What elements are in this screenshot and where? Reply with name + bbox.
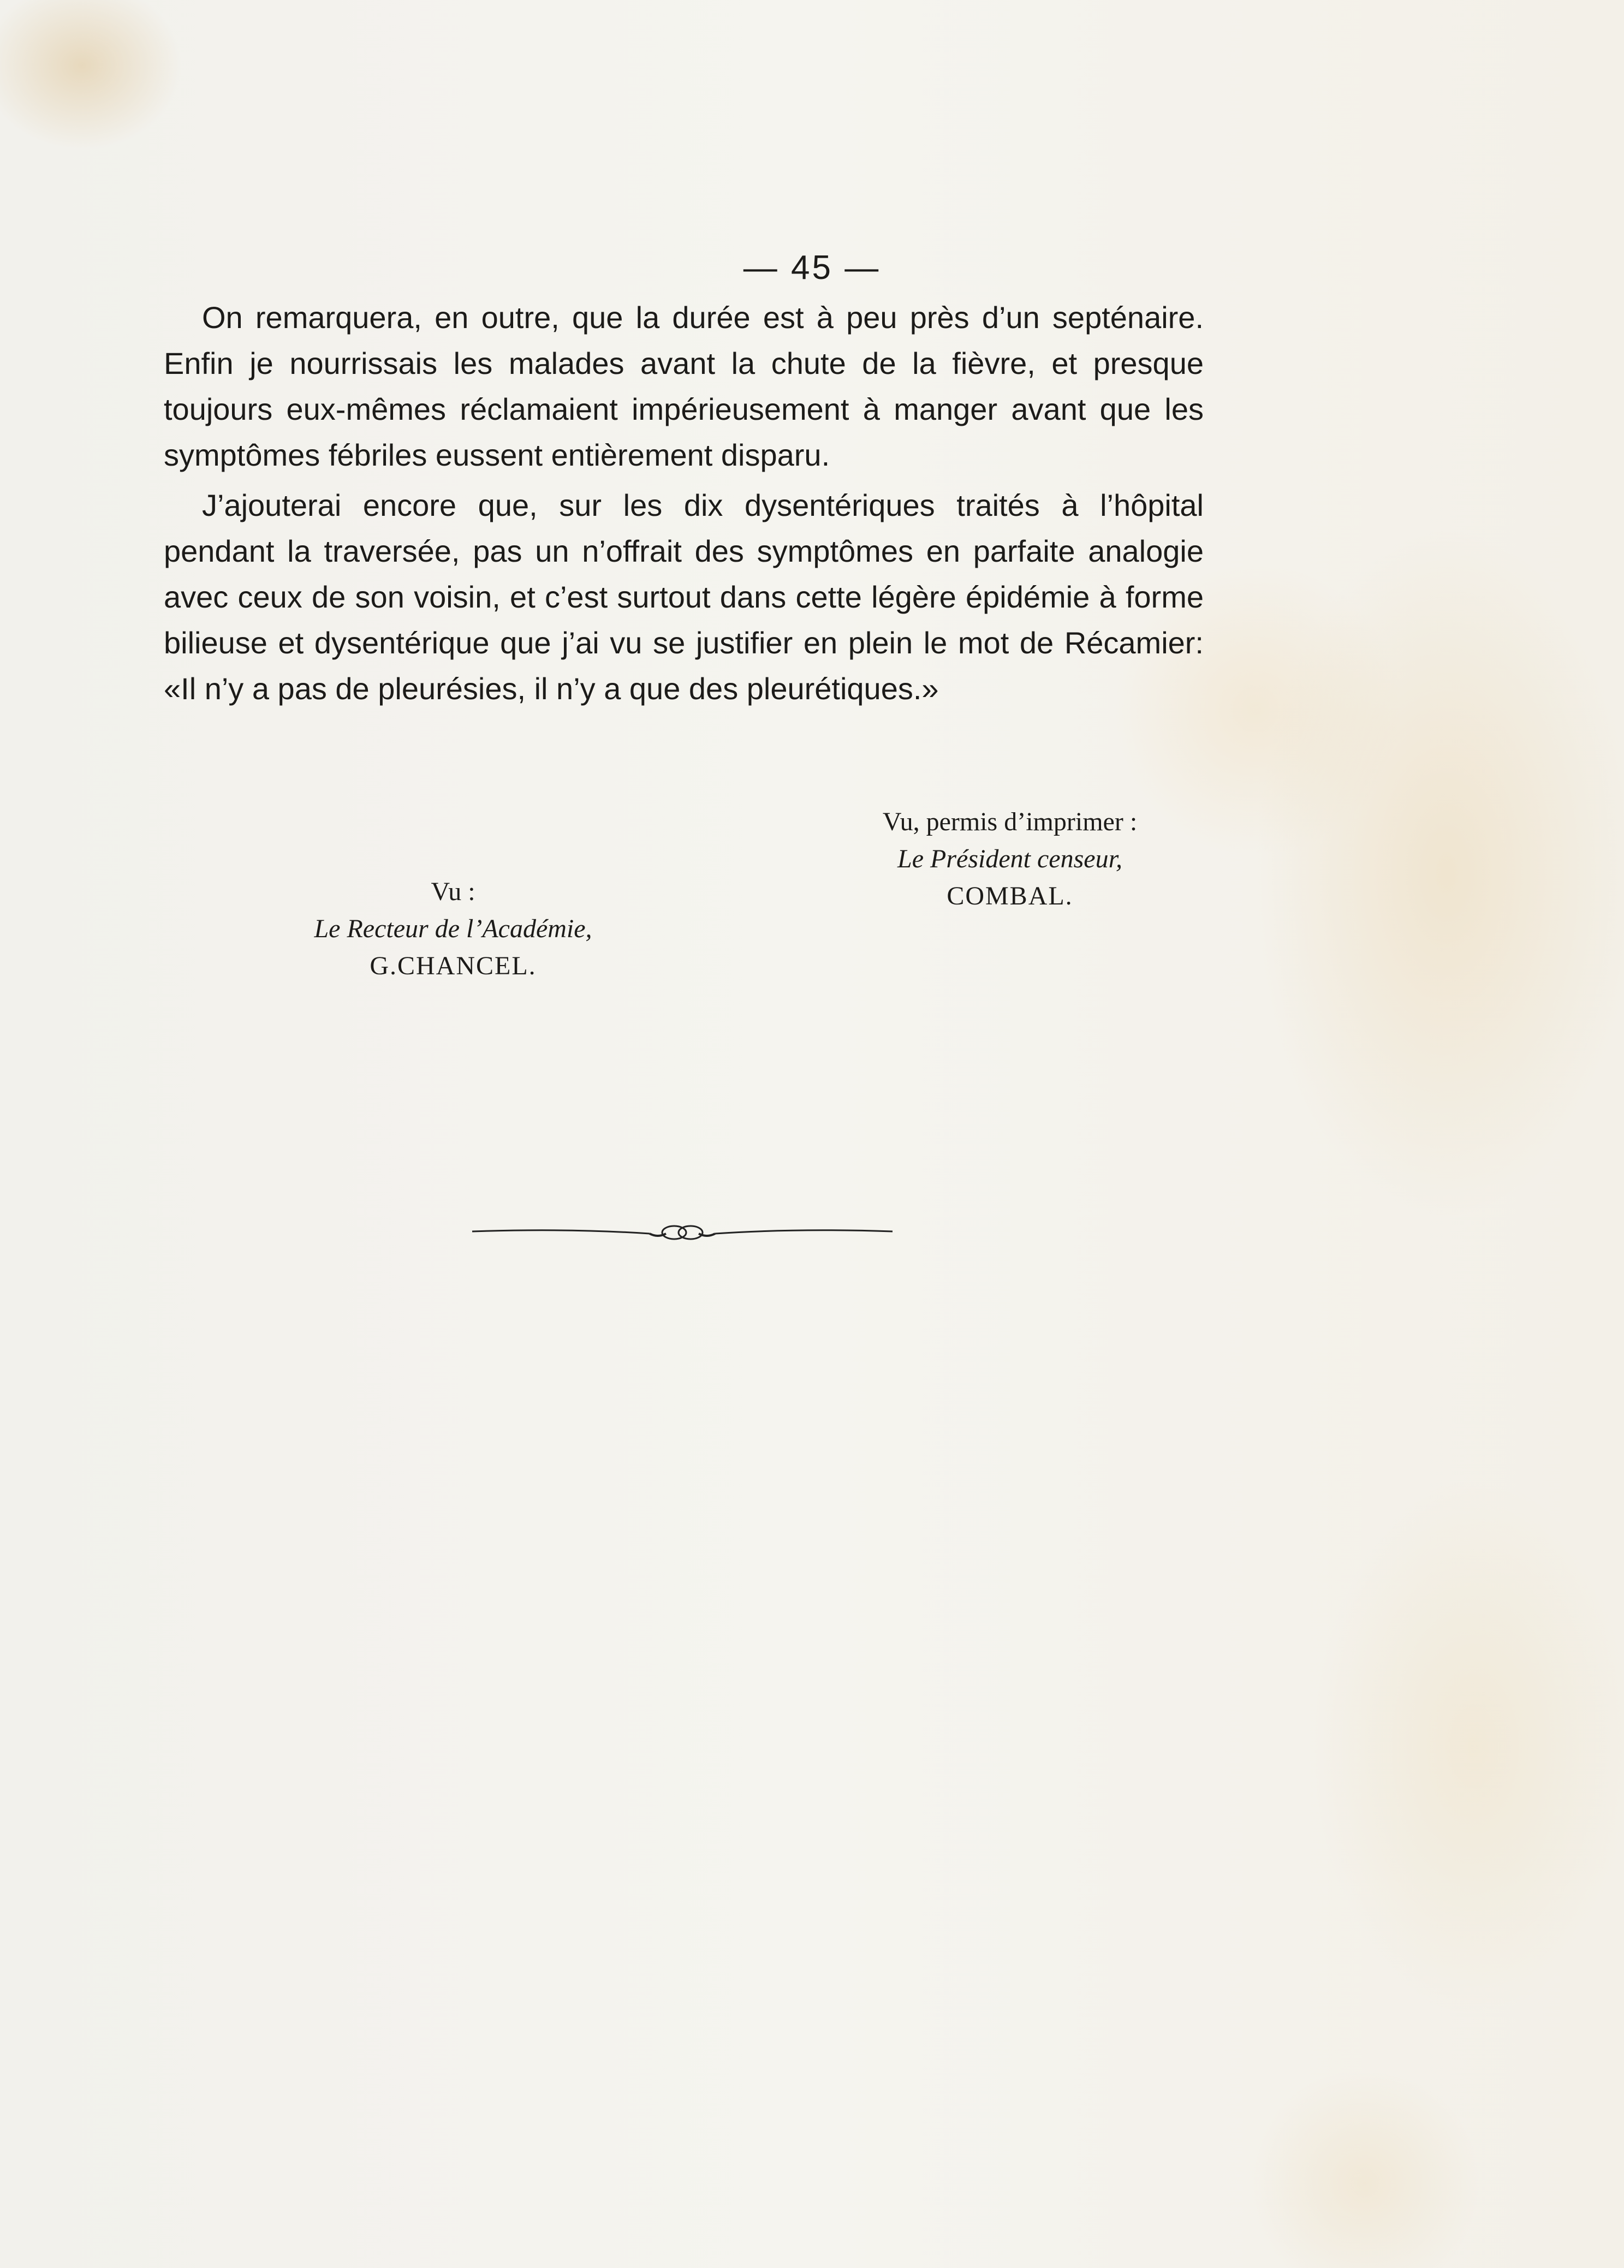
rector-approval: [262, 873, 644, 985]
president-approval-line: Vu, permis d’imprimer :: [882, 807, 1138, 836]
page-number: — 45 —: [743, 249, 881, 287]
paragraph-2: J’ajouterai encore que, sur les dix dysentériques traités à l’hôpital pendant la traversée, pas un n’offrait des symptômes en parfaite analogie avec ceux de son voisin, et c’est surtout dans cette légère épidémie à forme bilieuse et dysentérique que j’ai vu se justifier en plein le mot de Récamier: «Il n’y a pas de pleurésies, il n’y a que des pleurétiques.»: [164, 488, 1204, 706]
body-text: [164, 295, 1204, 712]
ornament-divider: [469, 1212, 895, 1250]
rector-name: G.CHANCEL.: [370, 951, 537, 980]
president-approval: [802, 803, 1217, 915]
president-name: COMBAL.: [947, 882, 1073, 910]
paragraph-1: On remarquera, en outre, que la durée est à peu près d’un septénaire. Enfin je nourrissais les malades avant la chute de la fièvre, et presque toujours eux-mêmes réclamaient impérieusement à manger avant que les symptômes fébriles eussent entièrement disparu.: [164, 300, 1204, 472]
rector-title: Le Recteur de l’Académie,: [314, 914, 592, 943]
president-title: Le Président censeur,: [897, 844, 1122, 873]
rector-approval-line: Vu :: [431, 877, 475, 906]
